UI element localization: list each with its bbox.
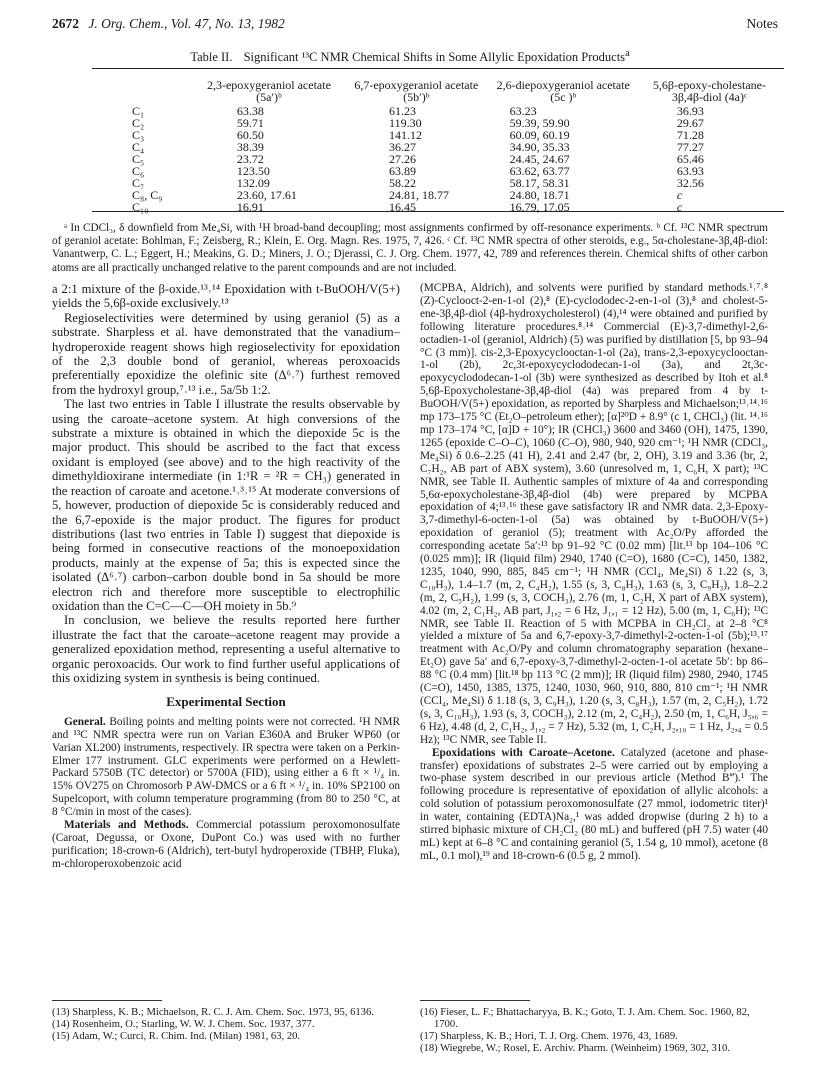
table-body	[96, 105, 780, 213]
footnote-rule-right	[420, 1000, 530, 1001]
run-in-heading: Materials and Methods.	[64, 819, 189, 832]
carbon-label-cell: C₅	[132, 152, 145, 166]
caroate-paragraph	[420, 747, 768, 863]
shift-value-cell: 58.22	[389, 176, 417, 190]
page-number: 2672	[52, 16, 79, 31]
shift-value-cell: 77.27	[676, 140, 704, 154]
shift-value-cell: 63.23	[509, 104, 537, 118]
table-top-rule	[92, 68, 784, 69]
shift-value-cell: 23.60, 17.61	[236, 188, 297, 202]
reference-item: (15) Adam, W.; Curci, R. Chim. Ind. (Milan) 1981, 63, 20.	[52, 1031, 301, 1042]
carbon-label-cell: C₇	[132, 176, 145, 190]
carbon-label-cell: C₆	[132, 164, 145, 178]
shift-value-cell: 63.93	[676, 164, 704, 178]
table-bottom-rule	[92, 211, 784, 212]
carbon-label-cell: C₄	[132, 140, 145, 154]
reference-item: (16) Fieser, L. F.; Bhattacharyya, B. K.; Goto, T. J. Am. Chem. Soc. 1960, 82, 1700.	[420, 1007, 750, 1030]
shift-value-cell: 61.23	[389, 104, 417, 118]
body-paragraph: Regioselectivities were determined by using geraniol (5) as a substrate. Sharpless et al. have demonstrated that the vanadium–hydroperoxide reagent shows high regioselectivity for epoxidation of the 2,3 double bond of geraniol, whereas peroxoacids preferentially epoxidize the olefinic site (Δ⁶˒⁷) furthest removed from the hydroxyl group,⁷˒¹³ i.e., 5a/5b 1:2.	[52, 310, 400, 397]
table-title-mark: a	[625, 48, 630, 59]
shift-value-cell: 29.67	[676, 116, 704, 130]
shift-value-cell: 16.79, 17.05	[509, 200, 570, 214]
shift-value-cell: 24.81, 18.77	[389, 188, 450, 202]
section-heading: Experimental Section	[166, 694, 286, 710]
header-left	[52, 16, 285, 32]
shift-value-cell: 38.39	[236, 140, 264, 154]
materials-text: Commercial potassium peroxomonosulfate (Caroat, Degussa, or Oxone, DuPont Co.) was used with no further purification; 18-crown-6 (Aldrich), tert-butyl hydroperoxide (TBHP, Fluka), m-chloroperoxobenzoic acid	[52, 819, 400, 870]
shift-value-cell: c	[676, 200, 683, 214]
experimental-text	[52, 716, 400, 871]
table-title: Significant ¹³C NMR Chemical Shifts in Some Allylic Epoxidation Products	[243, 50, 626, 65]
body-paragraph: (MCPBA, Aldrich), and solvents were purified by standard methods.¹˒⁷˒⁸ (Z)-Cyclooct-2-en-1-ol (2),⁸ (E)-cyclododec-2-en-1-ol (3),⁸ and cholest-5-ene-3β,4β-diol (4β-hydroxycholesterol) (4),¹⁴ were obtained and purified by following literature procedures.⁸˒¹⁴ Commercial (E)-3,7-dimethyl-2,6-octadien-1-ol (geraniol, Aldrich) (5) was purified by distillation [5, bp 93–94 °C (3 mm)]. cis-2,3-Epoxycyclooctan-1-ol (2a), trans-2,3-epoxycyclooctan-1-ol (2b), 2c,3t-epoxycyclododecan-1-ol (3a), and 2t,3c-epoxycyclododecan-1-ol (3b) were synthesized as described by Itoh et al.⁸ 5,6β-Epoxycholestane-3β,4β-diol (4a) was prepared from 4 by t-BuOOH/V(5+) epoxidation, as reported by Sharpless and Michaelson;¹³˒¹⁴˒¹⁶ mp 173–175 °C (Et₂O–petroleum ether); [α]²⁰D + 8.9° (c 1, CHCl₃) (lit. ¹⁴˒¹⁶ mp 173–174 °C, [α]D + 10°); IR (CHCl₃) 3600 and 3460 (OH), 1475, 1390, 1265 (epoxide C–O–C), 1060 (C–O), 980, 940, 920 cm⁻¹; ¹H NMR (CDCl₃, Me₄Si) δ 0.6–2.25 (41 H), 2.41 and 2.47 (br, 2, OH), 3.19 and 3.36 (br, 2, C₇H₂, AB part of ABX system), 3.60 (unresolved m, 1, C₆H, X part); ¹³C NMR, see Table II. Authentic samples of mixture of 4a and corresponding 5,6α-epoxycholestane-3β,4β-diol (4b) were prepared by MCPBA epoxidation of 4;¹³˒¹⁶ these gave satisfactory IR and NMR data. 2,3-Epoxy-3,7-dimethyl-6-octen-1-ol (5a) was obtained by t-BuOOH/V(5+) epoxidation of geraniol (5); treatment with Ac₂O/Py afforded the corresponding acetate 5a′:¹³ bp 91–92 °C (0.02 mm) [lit.¹³ bp 104–106 °C (0.025 mm)]; IR (liquid film) 2940, 1740 (C=O), 1680 (C=C), 1450, 1382, 1235, 1040, 990, 885, 845 cm⁻¹; ¹H NMR (CCl₄, Me₄Si) δ 1.22 (s, 3, C₁₀H₃), 1.4–1.7 (m, 2, C₄H₂), 1.55 (s, 3, C₈H₃), 1.63 (s, 3, C₉H₃), 1.8–2.2 (m, 2, C₅H₂), 1.99 (s, 3, COCH₃), 2.76 (m, 1, C₂H, X part of ABX system), 4.02 (m, 2, C₁H₂, AB part, J₁,₂ = 6 Hz, J₁,₁ = 12 Hz), 5.00 (m, 1, C₆H); ¹³C NMR, see Table II. Reaction of 5 with MCPBA in CH₂Cl₂ at 2–8 °C⁸ yielded a mixture of 5a and 6,7-epoxy-3,7-dimethyl-2-octen-1-ol (5b);¹³˒¹⁷ treatment with Ac₂O/Py and column chromatography separation (hexane–Et₂O) gave 5a′ and 6,7-epoxy-3,7-dimethyl-2-octen-1-ol acetate 5b′: bp 86–88 °C (0.4 mm) [lit.¹⁸ bp 113 °C (2 mm)]; IR (liquid film) 2980, 2940, 1745 (C=O), 1450, 1385, 1375, 1240, 1030, 960, 910, 880, 810 cm⁻¹; ¹H NMR (CCl₄, Me₄Si) δ 1.18 (s, 3, C₉H₃), 1.20 (s, 3, C₈H₃), 1.57 (m, 2, C₅H₂), 1.72 (s, 3, C₁₀H₃), 1.93 (s, 3, COCH₃), 2.12 (m, 2, C₄H₂), 2.50 (m, 1, C₆H, J₅,₆ = 6 Hz), 4.48 (d, 2, C₁H₂, J₁,₂ = 7 Hz), 5.32 (m, 1, C₂H, J₂,₁₀ = 1 Hz, J₂,₄ = 0.5 Hz); ¹³C NMR, see Table II.	[420, 282, 768, 746]
references-left	[52, 1007, 402, 1043]
right-column	[420, 282, 768, 863]
section-name: Notes	[746, 16, 778, 31]
shift-value-cell: 59.39, 59.90	[509, 116, 570, 130]
carbon-label-cell: C₂	[132, 116, 145, 130]
carbon-label-cell: C₃	[132, 128, 145, 142]
shift-value-cell: 27.26	[389, 152, 417, 166]
shift-value-cell: 63.38	[236, 104, 264, 118]
header-cell: 2,3-epoxygeraniol acetate (5a′)ᵇ	[206, 78, 331, 104]
shift-value-cell: 123.50	[236, 164, 270, 178]
table-caption	[60, 48, 760, 65]
shift-value-cell: 119.30	[389, 116, 422, 130]
shift-value-cell: c	[676, 188, 683, 202]
run-in-heading: General.	[64, 715, 106, 728]
journal-citation: J. Org. Chem., Vol. 47, No. 13, 1982	[88, 16, 285, 31]
shift-value-cell: 16.91	[236, 200, 264, 214]
carbon-label-cell: C₁₀	[132, 200, 149, 214]
shift-value-cell: 63.62, 63.77	[509, 164, 570, 178]
table-footnotes	[52, 222, 768, 275]
carbon-label-cell: C₈, C₉	[132, 188, 163, 202]
shift-value-cell: 71.28	[676, 128, 704, 142]
left-column	[52, 282, 400, 871]
header-cell: 2,6-diepoxygeraniol acetate (5c )ᵇ	[496, 78, 630, 104]
shift-value-cell: 32.56	[676, 176, 704, 190]
shift-value-cell: 65.46	[676, 152, 704, 166]
body-paragraph: The last two entries in Table I illustrate the results observable by using the caroate–acetone system. At high conversions of the substrate a mixture is obtained in which the diepoxide 5c is the major product. This should be ascribed to the fact that excess oxidant is employed (see above) and to the high reactivity of the dimethyldioxirane intermediate (in 1:¹R = ²R = CH₃) generated in the reaction of caroate and acetone.¹˒³˒¹⁵ At moderate conversions of 5, however, production of diepoxide 5c is considerably reduced and the 6,7-epoxide is the major product. The figures for product distributions (last two entries in Table I) suggest that diepoxide is being formed in consecutive reactions of the monoepoxidation products, mainly at the expense of 5a; this is expected since the isolated (Δ⁶˒⁷) carbon–carbon double bond in 5a should be more electron rich and therefore more susceptible to electrophilic oxidation than the C=C—C—OH moiety in 5b.⁹	[52, 397, 400, 613]
table-label: Table II.	[190, 50, 233, 65]
shift-value-cell: 36.27	[389, 140, 417, 154]
shift-value-cell: 63.89	[389, 164, 417, 178]
shift-value-cell: 16.45	[389, 200, 417, 214]
nmr-shift-table	[96, 80, 780, 213]
shift-value-cell: 132.09	[236, 176, 270, 190]
run-in-heading: Epoxidations with Caroate–Acetone.	[432, 746, 615, 759]
reference-item: (17) Sharpless, K. B.; Hori, T. J. Org. Chem. 1976, 43, 1689.	[420, 1031, 678, 1042]
materials-paragraph	[52, 819, 400, 871]
shift-value-cell: 58.17, 58.31	[509, 176, 570, 190]
shift-value-cell: 23.72	[236, 152, 264, 166]
shift-value-cell: 59.71	[236, 116, 264, 130]
shift-value-cell: 36.93	[676, 104, 704, 118]
shift-value-cell: 141.12	[389, 128, 423, 142]
general-text: Boiling points and melting points were not corrected. ¹H NMR and ¹³C NMR spectra were run on Varian E360A and Bruker WP60 (or Varian XL200) instruments, respectively. IR spectra were taken on a Perkin-Elmer 177 instrument. GLC experiments were performed on a Hewlett-Packard 5750B (TC detector) or 5700A (FID), using either a 6 ft × ¹/₄ in. 15% OV275 on Chromosorb P AW-DMCS or a 6 ft × ¹/₄ in. 10% SP2100 on Supelcoport, with column temperature programming (from 80 to 250 °C, at 8 °C/min in most of the cases).	[52, 715, 401, 819]
table-footnote-text: ᵃ In CDCl₃, δ downfield from Me₄Si, with ¹H broad-band decoupling; most assignments confirmed by off-resonance experiments. ᵇ Cf. ¹³C NMR spectrum of geraniol acetate: Bohlman, F.; Zeisberg, R.; Klein, E. Org. Magn. Res. 1975, 7, 426. ᶜ Cf. ¹³C NMR spectra of other steroids, e.g., 5α-cholestane-3β,4β-diol: Vanantwerp, C. L.; Eggert, H.; Meakins, G. D.; Miners, J. O.; Djerassi, C. J. Org. Chem. 1977, 42, 789 and references therein. Chemical shifts of other carbon atoms are all practically unchanged relative to the parent compounds and are not included.	[52, 222, 768, 274]
general-paragraph	[52, 716, 400, 819]
header-cell: 5,6β-epoxy-cholestane-3β,4β-diol (4a)ᶜ	[652, 78, 766, 104]
header-cell: 6,7-epoxygeraniol acetate (5b′)ᵇ	[354, 78, 479, 104]
reference-item: (13) Sharpless, K. B.; Michaelson, R. C. J. Am. Chem. Soc. 1973, 95, 6136.	[52, 1007, 374, 1018]
shift-value-cell: 24.45, 24.67	[509, 152, 570, 166]
shift-value-cell: 34.90, 35.33	[509, 140, 570, 154]
footnote-rule-left	[52, 1000, 162, 1001]
carbon-label-cell: C₁	[132, 104, 145, 118]
table-header-row	[96, 80, 780, 105]
references-right	[420, 1007, 770, 1055]
header-cell	[96, 80, 193, 105]
reference-item: (14) Rosenheim, O.; Starling, W. W. J. Chem. Soc. 1937, 377.	[52, 1019, 315, 1030]
body-paragraph: In conclusion, we believe the results reported here further illustrate the fact that the caroate–acetone reagent may provide a generalized epoxidation method, representing a useful alternative to organic peroxoacids. Our work to find further useful applications of this oxidizing system in synthesis is being continued.	[52, 613, 400, 685]
shift-value-cell: 60.50	[236, 128, 264, 142]
body-paragraph: a 2:1 mixture of the β-oxide.¹³˒¹⁴ Epoxidation with t-BuOOH/V(5+) yields the 5,6β-oxide exclusively.¹³	[52, 282, 400, 311]
reference-item: (18) Wiegrebe, W.; Rosel, E. Archiv. Pharm. (Weinheim) 1969, 302, 310.	[420, 1043, 731, 1054]
shift-value-cell: 60.09, 60.19	[509, 128, 570, 142]
shift-value-cell: 24.80, 18.71	[509, 188, 570, 202]
caroate-text: Catalyzed (acetone and phase-transfer) epoxidations of substrates 2–5 were carried out by employing a two-phase system described in our previous article (Method B‴).¹ The following procedure is representative of epoxidation of allylic alcohols: a cold solution of potassium peroxomonosulfate (27 mmol, iodometric titer)¹ in water, containing (EDTA)Na₂,¹ was added dropwise (during 2 h) to a stirred biphasic mixture of CH₂Cl₂ (80 mL) and buffered (pH 7.5) water (40 mL) kept at 6–8 °C and containing geraniol (5, 1.54 g, 10 mmol), acetone (8 mL, 0.1 mol),¹⁹ and 18-crown-6 (0.5 g, 2 mmol).	[420, 746, 769, 862]
running-header	[52, 16, 778, 36]
